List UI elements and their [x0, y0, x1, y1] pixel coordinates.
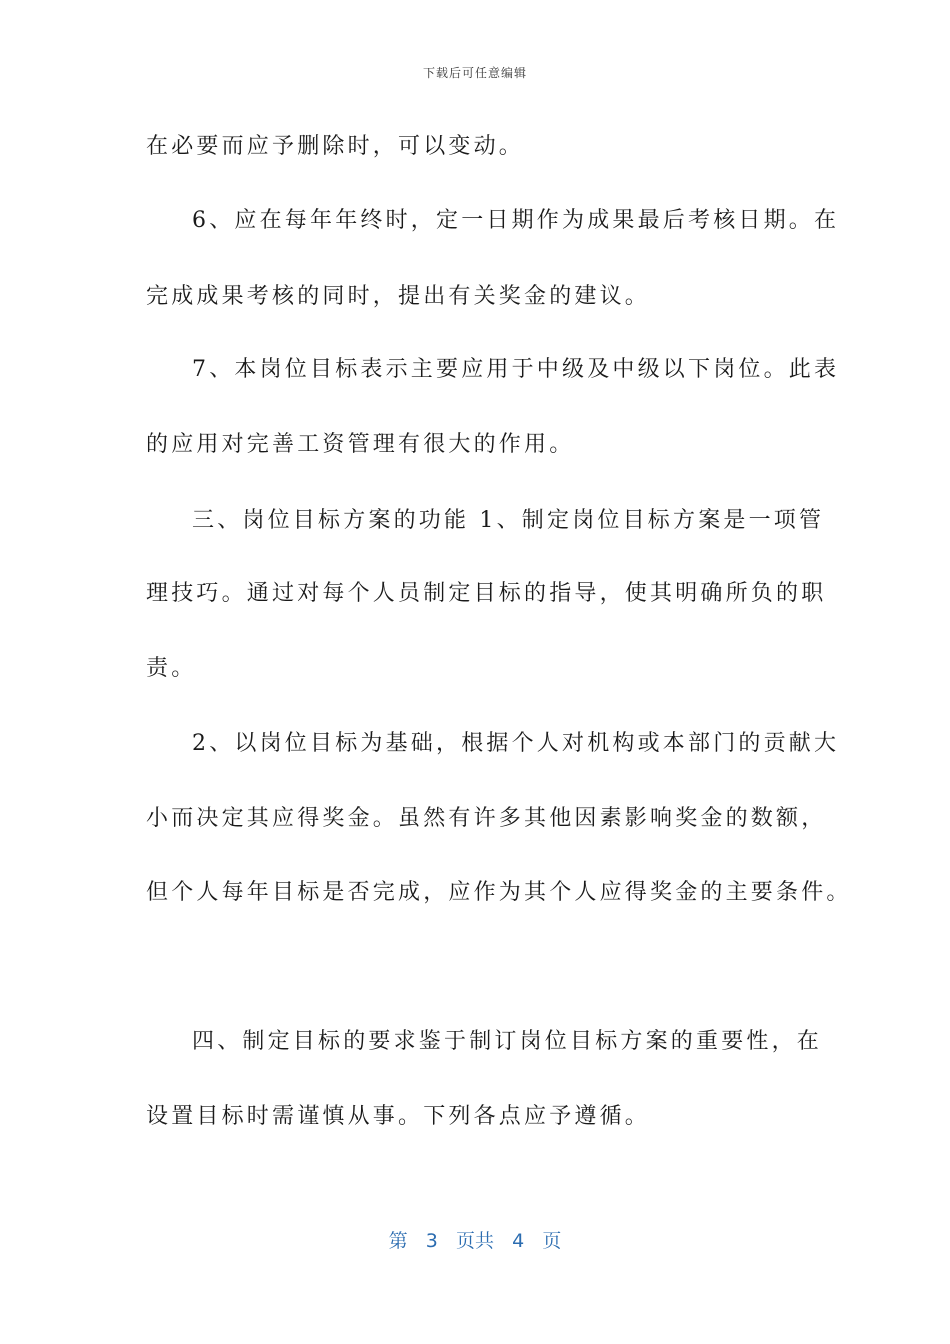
- body-line-5: 的应用对完善工资管理有很大的作用。: [146, 432, 575, 457]
- body-line-6: 三、岗位目标方案的功能 1、制定岗位目标方案是一项管: [192, 508, 825, 533]
- body-line-10: 小而决定其应得奖金。虽然有许多其他因素影响奖金的数额，: [146, 806, 827, 831]
- page-label-prefix: 第: [388, 1230, 408, 1252]
- body-line-13: 设置目标时需谨慎从事。下列各点应予遵循。: [146, 1104, 651, 1129]
- body-line-2: 6、应在每年年终时，定一日期作为成果最后考核日期。在: [192, 208, 840, 233]
- page-label-suffix: 页: [542, 1230, 562, 1252]
- page-header: 下载后可任意编辑: [422, 66, 527, 80]
- page-label-mid: 页共: [455, 1230, 494, 1252]
- page-footer: [0, 1226, 950, 1253]
- body-line-3: 完成成果考核的同时，提出有关奖金的建议。: [146, 284, 651, 309]
- body-line-4: 7、本岗位目标表示主要应用于中级及中级以下岗位。此表: [192, 357, 840, 382]
- body-line-8: 责。: [146, 656, 197, 681]
- body-line-7: 理技巧。通过对每个人员制定目标的指导，使其明确所负的职: [146, 581, 827, 606]
- body-line-12: 四、制定目标的要求鉴于制订岗位目标方案的重要性，在: [192, 1029, 823, 1054]
- body-line-9: 2、以岗位目标为基础，根据个人对机构或本部门的贡献大: [192, 731, 840, 756]
- total-pages-number: 4: [512, 1230, 525, 1252]
- current-page-number: 3: [425, 1230, 438, 1252]
- body-line-11: 但个人每年目标是否完成，应作为其个人应得奖金的主要条件。: [146, 880, 852, 905]
- body-line-1: 在必要而应予删除时，可以变动。: [146, 134, 525, 159]
